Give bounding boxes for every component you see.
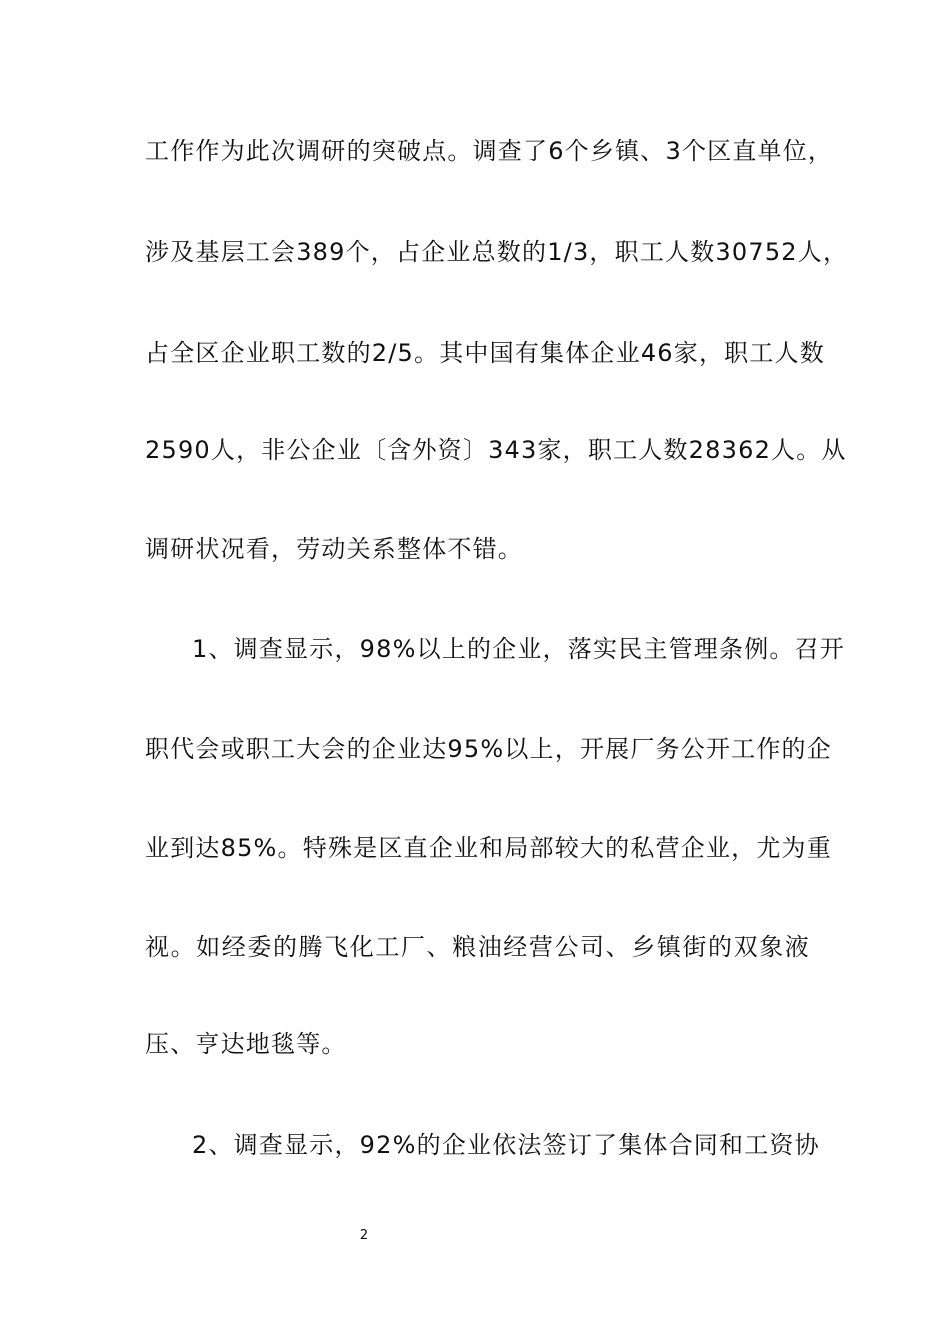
text-line: 压、亨达地毯等。 — [145, 1030, 347, 1058]
text-line: 业到达85%。特殊是区直企业和局部较大的私营企业，尤为重 — [145, 834, 832, 862]
text-line: 工作作为此次调研的突破点。调查了6个乡镇、3个区直单位， — [145, 137, 834, 165]
text-line: 占全区企业职工数的2/5。其中国有集体企业46家，职工人数 — [145, 339, 825, 367]
text-line: 涉及基层工会389个，占企业总数的1/3，职工人数30752人， — [145, 238, 849, 266]
text-line: 视。如经委的腾飞化工厂、粮油经营公司、乡镇街的双象液 — [145, 933, 810, 961]
text-line: 职代会或职工大会的企业达95%以上，开展厂务公开工作的企 — [145, 735, 832, 763]
page-number: 2 — [359, 1228, 369, 1243]
paragraph-2-first-line: 2、调查显示，92%的企业依法签订了集体合同和工资协 — [192, 1131, 820, 1159]
text-line: 2590人，非公企业〔含外资〕343家，职工人数28362人。从 — [145, 436, 847, 464]
paragraph-1-first-line: 1、调查显示，98%以上的企业，落实民主管理条例。召开 — [192, 635, 846, 663]
text-line: 调研状况看，劳动关系整体不错。 — [145, 535, 523, 563]
